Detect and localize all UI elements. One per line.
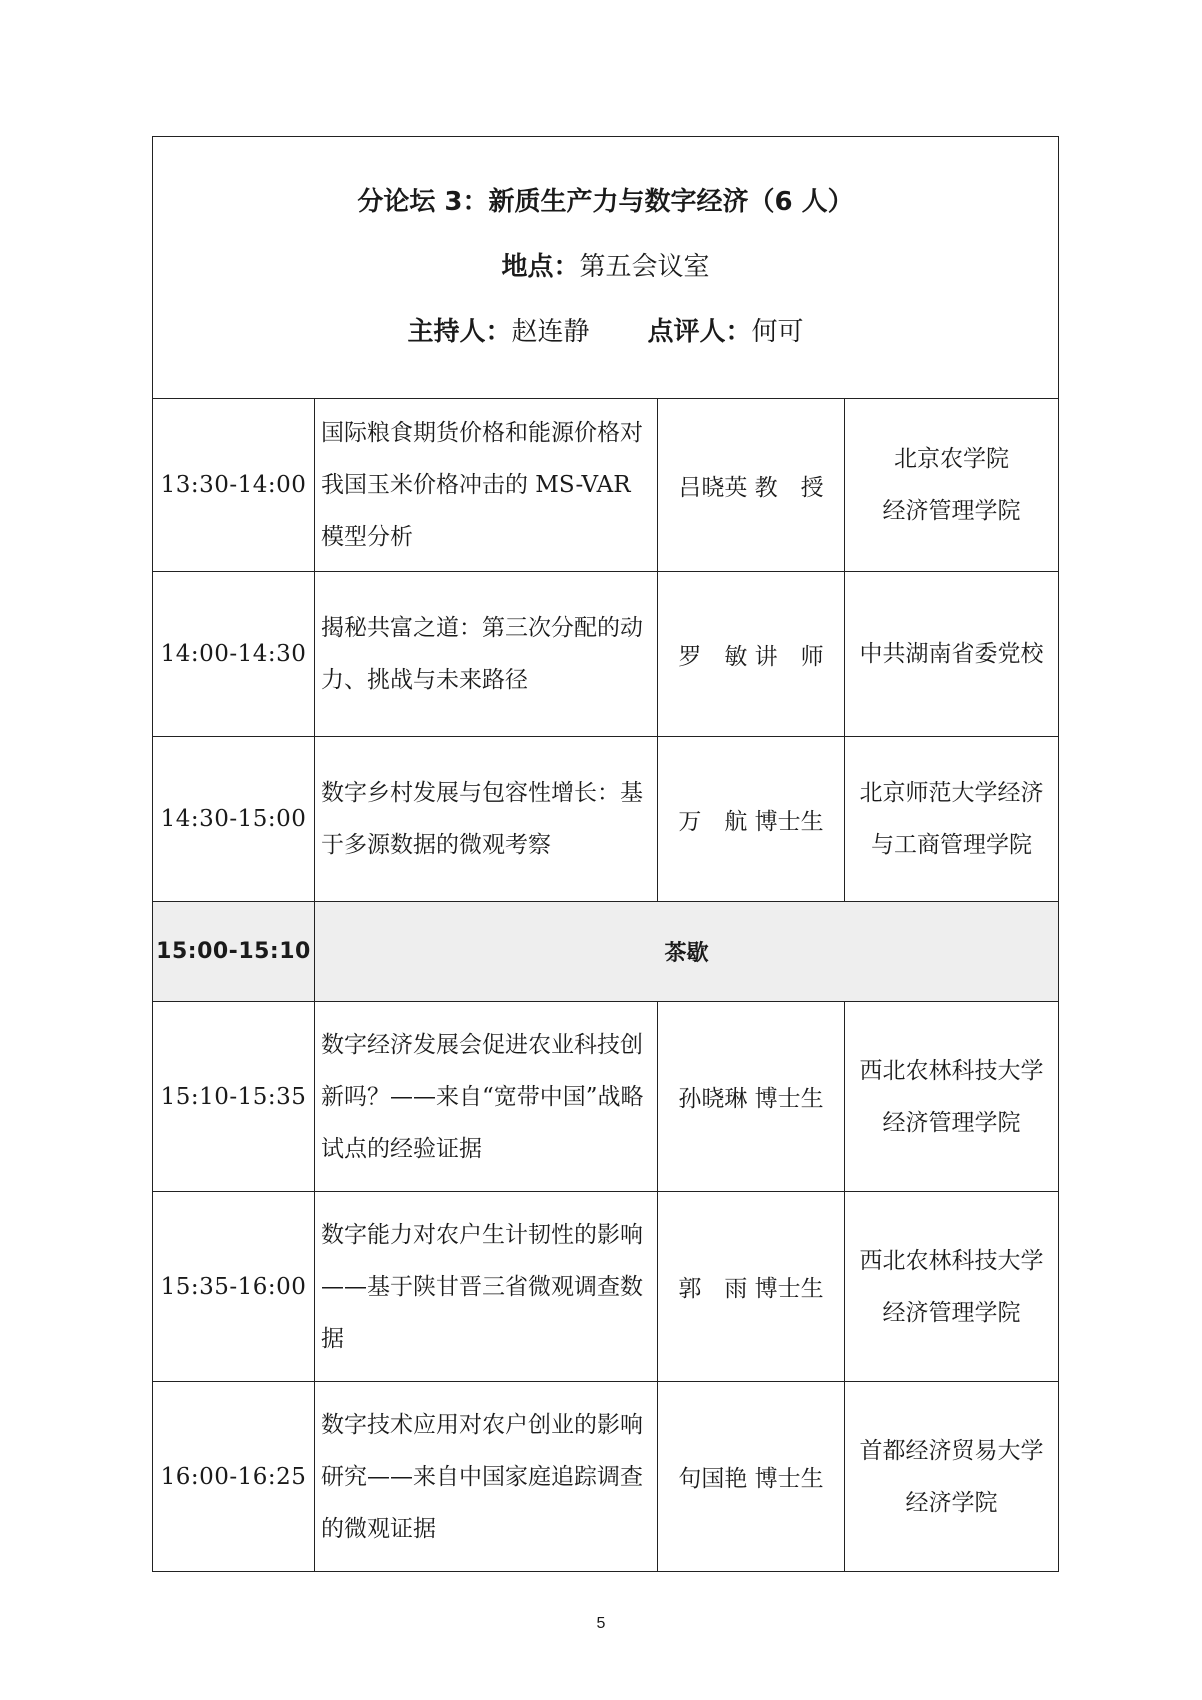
break-row (153, 902, 1059, 1002)
session-row (153, 737, 1059, 902)
host-line (153, 300, 1058, 365)
session-title: 数字技术应用对农户创业的影响研究——来自中国家庭追踪调查的微观证据 (315, 1382, 658, 1572)
break-label: 茶歇 (315, 902, 1059, 1002)
session-time: 14:00-14:30 (153, 572, 315, 737)
session-time: 15:35-16:00 (153, 1192, 315, 1382)
session-speaker: 万 航 博士生 (658, 737, 845, 902)
page-number: 5 (596, 1615, 606, 1632)
break-time: 15:00-15:10 (153, 902, 315, 1002)
session-title: 数字经济发展会促进农业科技创新吗？——来自“宽带中国”战略试点的经验证据 (315, 1002, 658, 1192)
host-value: 赵连静 (511, 317, 590, 347)
reviewer-value: 何可 (751, 317, 804, 347)
session-speaker: 郭 雨 博士生 (658, 1192, 845, 1382)
session-row (153, 399, 1059, 572)
session-row (153, 1382, 1059, 1572)
session-org: 首都经济贸易大学 经济学院 (845, 1382, 1059, 1572)
location-line (153, 235, 1058, 300)
session-row (153, 1002, 1059, 1192)
forum-header (153, 137, 1059, 399)
session-time: 15:10-15:35 (153, 1002, 315, 1192)
session-title: 揭秘共富之道：第三次分配的动力、挑战与未来路径 (315, 572, 658, 737)
session-title: 数字乡村发展与包容性增长：基于多源数据的微观考察 (315, 737, 658, 902)
session-org: 西北农林科技大学 经济管理学院 (845, 1192, 1059, 1382)
session-speaker: 孙晓琳 博士生 (658, 1002, 845, 1192)
session-time: 13:30-14:00 (153, 399, 315, 572)
forum-title: 分论坛 3：新质生产力与数字经济（6 人） (357, 187, 854, 217)
header-row (153, 137, 1059, 399)
session-org: 中共湖南省委党校 (845, 572, 1059, 737)
location-value: 第五会议室 (579, 252, 710, 282)
session-speaker: 句国艳 博士生 (658, 1382, 845, 1572)
schedule-table (152, 136, 1059, 1572)
session-row (153, 572, 1059, 737)
session-title: 数字能力对农户生计韧性的影响——基于陕甘晋三省微观调查数据 (315, 1192, 658, 1382)
session-org: 西北农林科技大学 经济管理学院 (845, 1002, 1059, 1192)
session-org: 北京师范大学经济 与工商管理学院 (845, 737, 1059, 902)
session-row (153, 1192, 1059, 1382)
session-org: 北京农学院 经济管理学院 (845, 399, 1059, 572)
session-time: 16:00-16:25 (153, 1382, 315, 1572)
session-speaker: 罗 敏 讲 师 (658, 572, 845, 737)
session-title: 国际粮食期货价格和能源价格对我国玉米价格冲击的 MS-VAR 模型分析 (315, 399, 658, 572)
session-time: 14:30-15:00 (153, 737, 315, 902)
session-speaker: 吕晓英 教 授 (658, 399, 845, 572)
reviewer-label: 点评人： (647, 317, 752, 347)
location-label: 地点： (501, 252, 580, 282)
host-label: 主持人： (407, 317, 512, 347)
